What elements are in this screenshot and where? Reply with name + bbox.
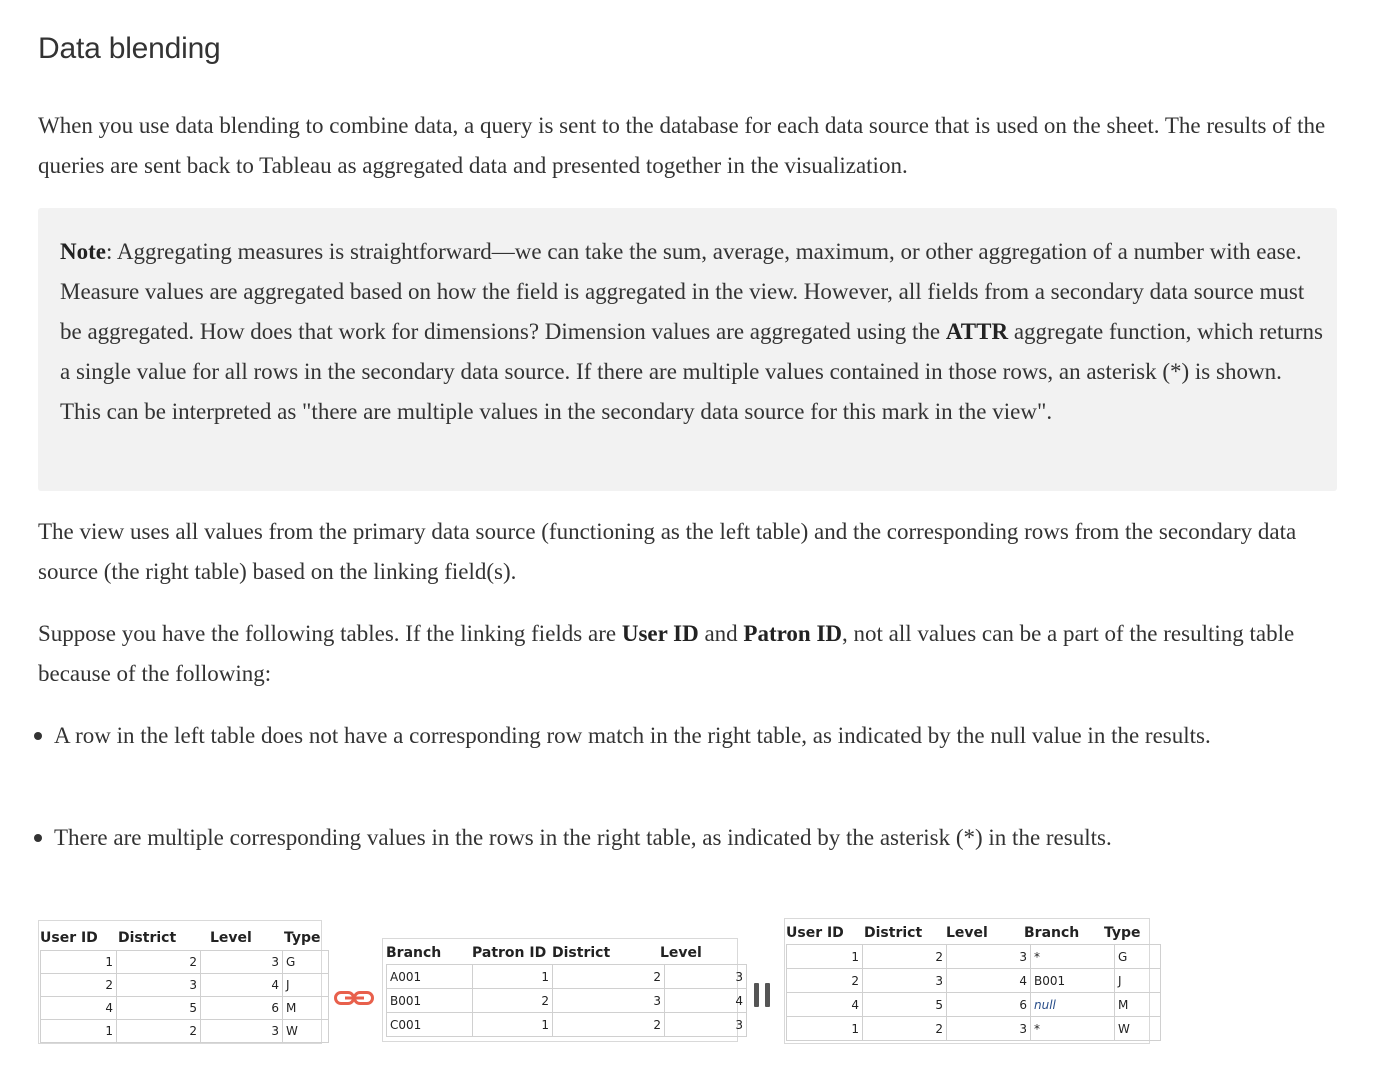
table-row — [41, 951, 329, 974]
column-header: Branch — [1024, 925, 1080, 941]
table-cell: 3 — [947, 945, 1031, 969]
note-text-part-2: aggregate function, which returns a single value for all rows in the secondary data source. If there are multiple values contained in those rows, an asterisk (*) is shown. This can be interpreted as "there are multiple values in the secondary data source for this mark in the view". — [60, 319, 1323, 424]
table-cell: M — [283, 997, 329, 1020]
table-cell: null — [1031, 993, 1115, 1017]
column-header: Level — [946, 925, 988, 941]
table-cell: 2 — [553, 1013, 665, 1037]
middle-table — [386, 942, 747, 1037]
bullet-icon — [34, 834, 42, 842]
equals-icon — [752, 980, 774, 1010]
table-cell: 3 — [201, 1020, 283, 1043]
note-text — [60, 232, 1325, 432]
table-cell: M — [1115, 993, 1161, 1017]
table-cell: 1 — [473, 965, 553, 989]
table-cell: 3 — [553, 989, 665, 1013]
table-cell: 6 — [201, 997, 283, 1020]
column-header: Patron ID — [472, 945, 547, 961]
suppose-text-3: , not all values can be a part of the resulting table because of the following: — [38, 621, 1295, 686]
table-row — [787, 969, 1161, 993]
table-cell: 1 — [787, 1017, 863, 1041]
table-cell: G — [1115, 945, 1161, 969]
table-cell: 1 — [41, 951, 117, 974]
column-header: District — [864, 925, 923, 941]
note-attr-term: ATTR — [945, 319, 1009, 344]
table-cell: J — [1115, 969, 1161, 993]
table-cell: 4 — [787, 993, 863, 1017]
left-table — [40, 926, 329, 1043]
table-row — [41, 1020, 329, 1043]
table-cell: J — [283, 974, 329, 997]
column-header: Branch — [386, 945, 442, 961]
patron-id-term: Patron ID — [743, 621, 843, 646]
suppose-text-2: and — [698, 621, 744, 646]
table-cell: 2 — [787, 969, 863, 993]
page-title: Data blending — [38, 32, 221, 65]
table-cell: 2 — [117, 1020, 201, 1043]
table-cell: 4 — [41, 997, 117, 1020]
table-cell: 3 — [201, 951, 283, 974]
table-cell: 2 — [41, 974, 117, 997]
table-cell: 2 — [863, 1017, 947, 1041]
table-cell: 3 — [665, 1013, 747, 1037]
bullet-icon — [34, 732, 42, 740]
table-cell: 4 — [665, 989, 747, 1013]
table-cell: 3 — [665, 965, 747, 989]
column-header: Type — [1104, 925, 1141, 941]
table-cell: A001 — [387, 965, 473, 989]
table-row — [387, 965, 747, 989]
note-box — [38, 208, 1337, 491]
column-header: Level — [660, 945, 702, 961]
table-cell: 4 — [201, 974, 283, 997]
user-id-term: User ID — [621, 621, 699, 646]
intro-paragraph: When you use data blending to combine data, a query is sent to the database for each data source that is used on the sheet. The results of the queries are sent back to Tableau as aggregated data and presented together in the visualization. — [38, 113, 1326, 178]
table-row — [41, 974, 329, 997]
column-header: District — [118, 930, 177, 946]
table-cell: * — [1031, 945, 1115, 969]
column-header: User ID — [786, 925, 844, 941]
table-cell: 2 — [473, 989, 553, 1013]
link-icon — [334, 990, 376, 1006]
table-row — [41, 997, 329, 1020]
suppose-paragraph — [38, 614, 1338, 694]
bullet-text: A row in the left table does not have a corresponding row match in the right table, as indicated by the null value in the results. — [54, 723, 1211, 748]
table-cell: 5 — [863, 993, 947, 1017]
suppose-text-1: Suppose you have the following tables. If the linking fields are — [38, 621, 622, 646]
table-cell: 3 — [947, 1017, 1031, 1041]
table-cell: 1 — [41, 1020, 117, 1043]
column-header: User ID — [40, 930, 98, 946]
table-cell: 6 — [947, 993, 1031, 1017]
table-cell: 2 — [117, 951, 201, 974]
view-paragraph: The view uses all values from the primary data source (functioning as the left table) and the corresponding rows from the secondary data source (the right table) based on the linking field(s). — [38, 519, 1297, 584]
table-cell: B001 — [387, 989, 473, 1013]
table-cell: C001 — [387, 1013, 473, 1037]
table-row — [387, 1013, 747, 1037]
table-cell: W — [283, 1020, 329, 1043]
bullet-text: There are multiple corresponding values in the rows in the right table, as indicated by the asterisk (*) in the results. — [54, 825, 1112, 850]
table-row — [787, 993, 1161, 1017]
table-row — [787, 945, 1161, 969]
column-header: Level — [210, 930, 252, 946]
table-cell: * — [1031, 1017, 1115, 1041]
table-cell: W — [1115, 1017, 1161, 1041]
table-cell: 3 — [863, 969, 947, 993]
note-text-part-1: : Aggregating measures is straightforward—we can take the sum, average, maximum, or other aggregation of a number with ease. Measure values are aggregated based on how the field is aggregated in the view. However, all fields from a secondary data source must be aggregated. How does that work for dimensions? Dimension values are aggregated using the — [60, 239, 1305, 344]
table-cell: 3 — [117, 974, 201, 997]
column-header: Type — [284, 930, 321, 946]
table-cell: 1 — [473, 1013, 553, 1037]
table-cell: 2 — [863, 945, 947, 969]
table-cell: 5 — [117, 997, 201, 1020]
column-header: District — [552, 945, 611, 961]
table-cell: 1 — [787, 945, 863, 969]
table-row — [387, 989, 747, 1013]
table-cell: 2 — [553, 965, 665, 989]
table-cell: B001 — [1031, 969, 1115, 993]
table-row — [787, 1017, 1161, 1041]
note-label: Note — [60, 239, 106, 264]
table-cell: G — [283, 951, 329, 974]
result-table — [786, 922, 1161, 1041]
table-cell: 4 — [947, 969, 1031, 993]
